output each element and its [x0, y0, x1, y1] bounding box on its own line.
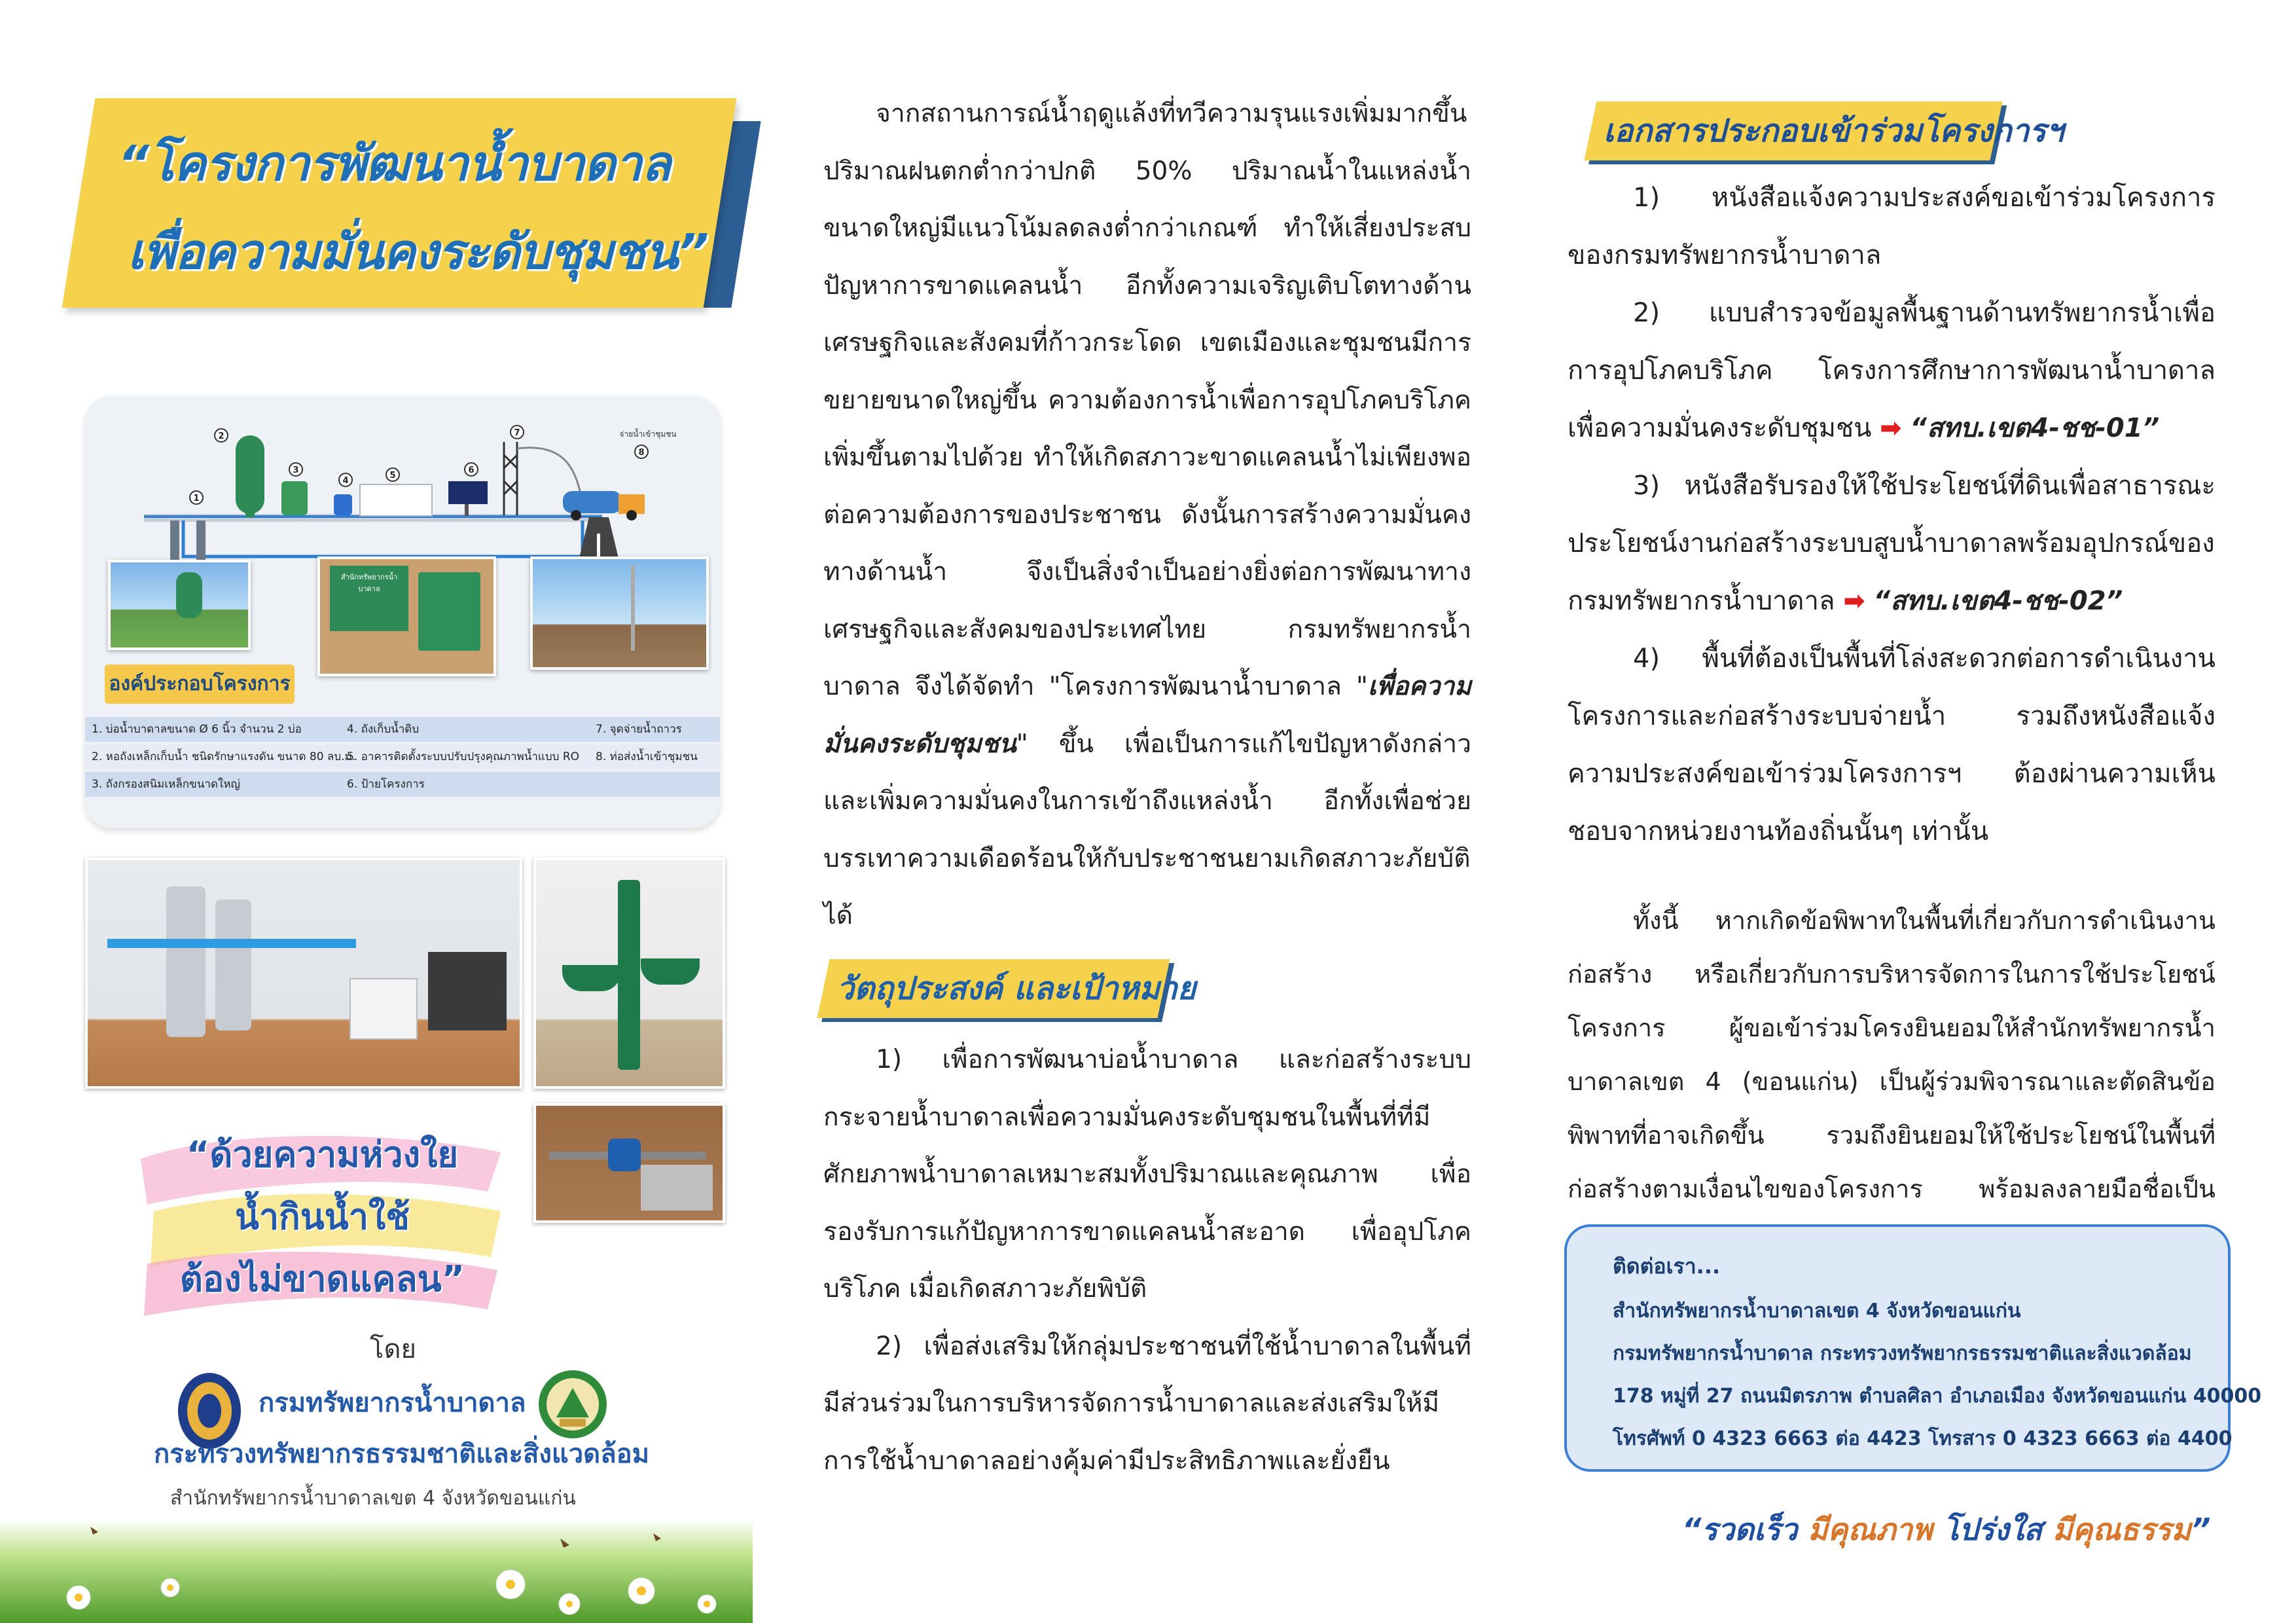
objective-item-2: 2) เพื่อส่งเสริมให้กลุ่มประชาชนที่ใช้น้ำบาดาลในพื้นที่มีส่วนร่วมในการบริหารจัดการน้ำบาดาลและส่งเสริมให้มีการใช้น้ำบาดาลอย่างคุ้มค่ามีประสิทธิภาพและยั่งยืน	[823, 1331, 1471, 1476]
diagram-callout: จ่ายน้ำเข้าชุมชน	[619, 429, 677, 439]
title-banner	[79, 98, 733, 314]
department-name: กรมทรัพยากรน้ำบาดาล	[259, 1388, 526, 1418]
dispute-note-section	[1568, 894, 2215, 1269]
components-row	[85, 772, 720, 797]
slogan-line-3: ต้องไม่ขาดแคลน”	[179, 1258, 465, 1300]
red-arrow-icon: ➡	[1880, 413, 1902, 443]
project-diagram-card	[85, 396, 720, 828]
marker-7: 7	[514, 428, 520, 438]
site-photo-sign-text: สำนักทรัพยากรน้ำบาดาล	[340, 573, 398, 593]
components-row	[85, 717, 720, 742]
intro-emphasis: เพื่อความมั่นคงระดับชุมชน	[823, 672, 1471, 759]
marker-4: 4	[342, 476, 349, 486]
marker-3: 3	[293, 465, 299, 475]
components-row	[85, 744, 720, 769]
contact-department: กรมทรัพยากรน้ำบาดาล กระทรวงทรัพยากรธรรมชาติและสิ่งแวดล้อม	[1613, 1342, 2192, 1365]
objectives-heading-text: วัตถุประสงค์ และเป้าหมาย	[836, 970, 1196, 1007]
motto-quote-open: “	[1682, 1512, 1702, 1547]
slogan-line-1: “ด้วยความห่วงใย	[186, 1134, 459, 1175]
contact-box	[1564, 1224, 2262, 1472]
component-item: 4. ถังเก็บน้ำดิบ	[347, 723, 420, 736]
meadow-flowers-art	[0, 1506, 753, 1623]
document-item-4: 4) พื้นที่ต้องเป็นพื้นที่โล่งสะดวกต่อการดำเนินงานโครงการและก่อสร้างระบบจ่ายน้ำ รวมถึงหนังสือแจ้งความประสงค์ขอเข้าร่วมโครงการฯ ต้องผ่านความเห็นชอบจากหน่วยงานท้องถิ่นนั้นๆ เท่านั้น	[1568, 644, 2215, 847]
marker-2: 2	[218, 431, 224, 441]
red-arrow-icon: ➡	[1843, 586, 1865, 616]
intro-text: จากสถานการณ์น้ำฤดูแล้งที่ทวีความรุนแรงเพิ่มมากขึ้น ปริมาณฝนตกต่ำกว่าปกติ 50% ปริมาณน้ำในแหล่งน้ำขนาดใหญ่มีแนวโน้มลดลงต่ำกว่าเกณฑ์ ทำให้เสี่ยงประสบปัญหาการขาดแคลนน้ำ อีกทั้งความเจริญเติบโตทางด้านเศรษฐกิจและสังคมที่ก้าวกระโดด เขตเมืองและชุมชนมีการขยายขนาดใหญ่ขึ้น ความต้องการน้ำเพื่อการอุปโภคบริโภคเพิ่มขึ้นตามไปด้วย ทำให้เกิดสภาวะขาดแคลนน้ำไม่เพียงพอต่อความต้องการของประชาชน ดังนั้นการสร้างความมั่นคงทางด้านน้ำ จึงเป็นสิ่งจำเป็นอย่างยิ่งต่อการพัฒนาทางเศรษฐกิจและสังคมของประเทศไทย กรมทรัพยากรน้ำบาดาล จึงได้จัดทำ "โครงการพัฒนาน้ำบาดาล "	[823, 99, 1471, 701]
contact-heading: ติดต่อเรา...	[1613, 1254, 1721, 1279]
document-item-1: 1) หนังสือแจ้งความประสงค์ขอเข้าร่วมโครงการของกรมทรัพยากรน้ำบาดาล	[1568, 183, 2215, 270]
document-item-3-text: 3) หนังสือรับรองให้ใช้ประโยชน์ที่ดินเพื่อสาธารณะประโยชน์งานก่อสร้างระบบสูบน้ำบาดาลพร้อมอุปกรณ์ของกรมทรัพยากรน้ำบาดาล	[1568, 471, 2215, 616]
contact-office: สำนักทรัพยากรน้ำบาดาลเขต 4 จังหวัดขอนแก่น	[1613, 1300, 2021, 1322]
drinking-post-photo	[533, 858, 725, 1089]
objectives-section	[823, 1031, 1471, 1489]
motto-quote-close: ”	[2191, 1512, 2211, 1547]
component-item: 2. หอถังเหล็กเก็บน้ำ ชนิดรักษาแรงดัน ขนาด 80 ลบ.ม.	[92, 750, 356, 763]
ministry-name: กระทรวงทรัพยากรธรรมชาติและสิ่งแวดล้อม	[154, 1439, 650, 1469]
component-item: 5. อาคารติดตั้งระบบปรับปรุงคุณภาพน้ำแบบ RO	[347, 750, 580, 763]
objectives-heading	[817, 956, 1196, 1021]
slogan-box	[134, 1113, 511, 1322]
marker-5: 5	[389, 471, 396, 481]
dispute-note: ทั้งนี้ หากเกิดข้อพิพาทในพื้นที่เกี่ยวกับการดำเนินงานก่อสร้าง หรือเกี่ยวกับการบริหารจัดการในการใช้ประโยชน์โครงการ ผู้ขอเข้าร่วมโครงยินยอมให้สำนักทรัพยากรน้ำบาดาลเขต 4 (ขอนแก่น) เป็นผู้ร่วมพิจารณาและตัดสินข้อพิพาทที่อาจเกิดขึ้น รวมถึงยินยอมให้ใช้ประโยชน์ในพื้นที่ก่อสร้างตามเงื่อนไขของโครงการ พร้อมลงลายมือชื่อเป็น	[1568, 906, 2215, 1203]
marker-1: 1	[193, 494, 200, 503]
marker-8: 8	[638, 448, 645, 458]
component-item: 7. จุดจ่ายน้ำถาวร	[596, 723, 682, 736]
components-label: องค์ประกอบโครงการ	[105, 665, 295, 704]
document-item-2-text: 2) แบบสำรวจข้อมูลพื้นฐานด้านทรัพยากรน้ำเพื่อการอุปโภคบริโภค โครงการศึกษาการพัฒนาน้ำบาดาลเพื่อความมั่นคงระดับชุมชน	[1568, 298, 2215, 443]
objective-item-1: 1) เพื่อการพัฒนาบ่อน้ำบาดาล และก่อสร้างระบบกระจายน้ำบาดาลเพื่อความมั่นคงระดับชุมชนในพื้นที่ที่มีศักยภาพน้ำบาดาลเหมาะสมทั้งปริมาณและคุณภาพ เพื่อรองรับการแก้ปัญหาการขาดแคลนน้ำสะอาด เพื่ออุปโภคบริโภค เมื่อเกิดสภาวะภัยพิบัติ	[823, 1045, 1471, 1304]
title-line-1: “โครงการพัฒนาน้ำบาดาล	[118, 136, 671, 192]
document-code-2: “สทบ.เขต4-ชช-02”	[1873, 586, 2123, 616]
component-item: 6. ป้ายโครงการ	[347, 778, 425, 791]
marker-6: 6	[468, 465, 475, 475]
ro-plant-photo	[85, 858, 522, 1089]
site-photo-ro-building	[317, 556, 496, 676]
motto-word-2: มีคุณภาพ	[1808, 1512, 1933, 1547]
component-item: 1. บ่อน้ำบาดาลขนาด Ø 6 นิ้ว จำนวน 2 บ่อ	[92, 723, 302, 736]
document-item-2	[1568, 284, 2215, 457]
document-item-3	[1568, 457, 2215, 630]
regional-office-name: สำนักทรัพยากรน้ำบาดาลเขต 4 จังหวัดขอนแก่น	[170, 1487, 576, 1510]
site-photo-tower	[108, 560, 251, 650]
intro-section	[823, 85, 1471, 945]
intro-paragraph	[823, 85, 1471, 945]
contact-address: 178 หมู่ที่ 27 ถนนมิตรภาพ ตำบลศิลา อำเภอเมือง จังหวัดขอนแก่น 40000	[1613, 1385, 2262, 1408]
component-item: 8. ท่อส่งน้ำเข้าชุมชน	[596, 750, 698, 763]
documents-heading-text: เอกสารประกอบเข้าร่วมโครงการฯ	[1604, 113, 2064, 149]
component-item: 3. ถังกรองสนิมเหล็กขนาดใหญ่	[92, 778, 240, 791]
document-code-1: “สทบ.เขต4-ชช-01”	[1910, 413, 2160, 443]
motto-word-1: รวดเร็ว	[1701, 1512, 1798, 1547]
title-line-2: เพื่อความมั่นคงระดับชุมชน”	[128, 224, 708, 280]
documents-section	[1568, 169, 2215, 860]
intro-text-end: " ขึ้น เพื่อเป็นการแก้ไขปัญหาดังกล่าว และเพิ่มความมั่นคงในการเข้าถึงแหล่งน้ำ อีกทั้งเพื่อช่วยบรรเทาความเดือดร้อนให้กับประชาชนยามเกิดสภาวะภัยบัติได้	[823, 729, 1471, 930]
contact-phone: โทรศัพท์ 0 4323 6663 ต่อ 4423 โทรสาร 0 4323 6663 ต่อ 4400	[1613, 1427, 2233, 1450]
motto-word-4: มีคุณธรรม	[2053, 1512, 2191, 1547]
water-meter-photo	[533, 1103, 725, 1223]
motto-word-3: โปร่งใส	[1943, 1512, 2043, 1547]
documents-heading	[1584, 98, 2064, 164]
motto	[1682, 1506, 2210, 1554]
slogan-line-2: น้ำกินน้ำใช้	[234, 1196, 410, 1237]
site-photo-drilling	[530, 556, 709, 670]
by-label: โดย	[370, 1334, 416, 1364]
